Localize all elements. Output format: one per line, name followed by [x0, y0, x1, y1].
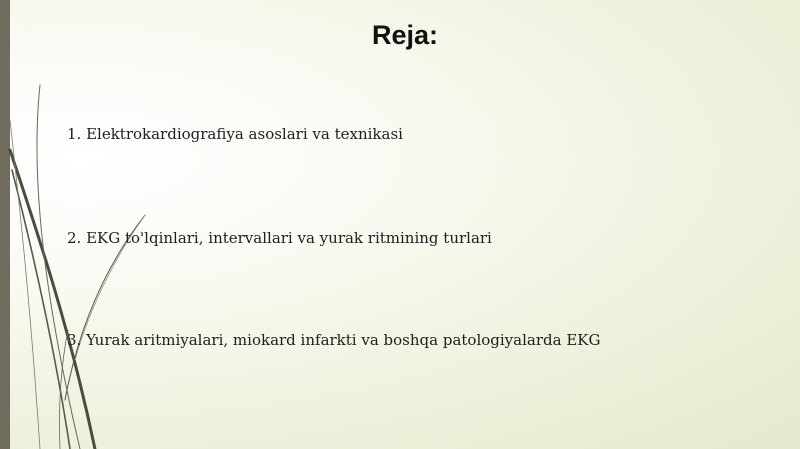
plan-item-1: 1. Elektrokardiografiya asoslari va texnikasi [67, 125, 403, 143]
slide-title: Reja: [371, 20, 439, 50]
grass-decoration [0, 0, 200, 449]
plan-item-2: 2. EKG to'lqinlari, intervallari va yurak ritmining turlari [67, 229, 492, 247]
plan-item-3: 3. Yurak aritmiyalari, miokard infarkti va boshqa patologiyalarda EKG [67, 331, 601, 349]
